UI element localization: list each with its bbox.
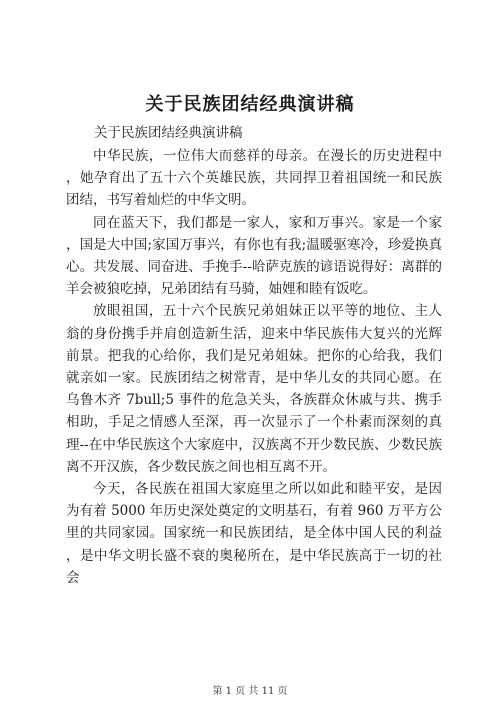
paragraph: 同在蓝天下，我们都是一家人，家和万事兴。家是一个家，国是大中国;家国万事兴，有你也有我;温暖驱寒冷，珍爱换真心。共发展、同奋进、手挽手--哈萨克族的谚语说得好：离群的羊会被狼吃掉，兄弟团结有马骑，妯娌和睦有饭吃。 bbox=[66, 214, 442, 298]
paragraph: 放眼祖国，五十六个民族兄弟姐妹正以平等的地位、主人翁的身份携手并肩创造新生活，迎来中华民族伟大复兴的光辉前景。把我的心给你，我们是兄弟姐妹。把你的心给我，我们就亲如一家。民族团结之树常青，是中华儿女的共同心愿。在乌鲁木齐 7bull;5 事件的危急关头，各族群众休戚与共、携手相助，手足之情感人至深，再一次显示了一个朴素而深刻的真理--在中华民族这个大家庭中，汉族离不开少数民族、少数民族离不开汉族，各少数民族之间也相互离不开。 bbox=[66, 303, 442, 475]
document-title: 关于民族团结经典演讲稿 bbox=[145, 94, 355, 115]
paragraph: 中华民族，一位伟大而慈祥的母亲。在漫长的历史进程中，她孕育出了五十六个英雄民族，共同捍卫着祖国统一和民族团结，书写着灿烂的中华文明。 bbox=[66, 148, 442, 209]
paragraph: 今天，各民族在祖国大家庭里之所以如此和睦平安，是因为有着 5000 年历史深处奠定的文明基石，有着 960 万平方公里的共同家园。国家统一和民族团结，是全体中国人民的利益，是中华文明长盛不衰的奥秘所在，是中华民族高于一切的社会 bbox=[66, 481, 442, 586]
page-footer: 第 1 页 共 11 页 bbox=[212, 686, 288, 697]
document-subtitle: 关于民族团结经典演讲稿 bbox=[94, 125, 243, 141]
document-body bbox=[66, 145, 442, 589]
